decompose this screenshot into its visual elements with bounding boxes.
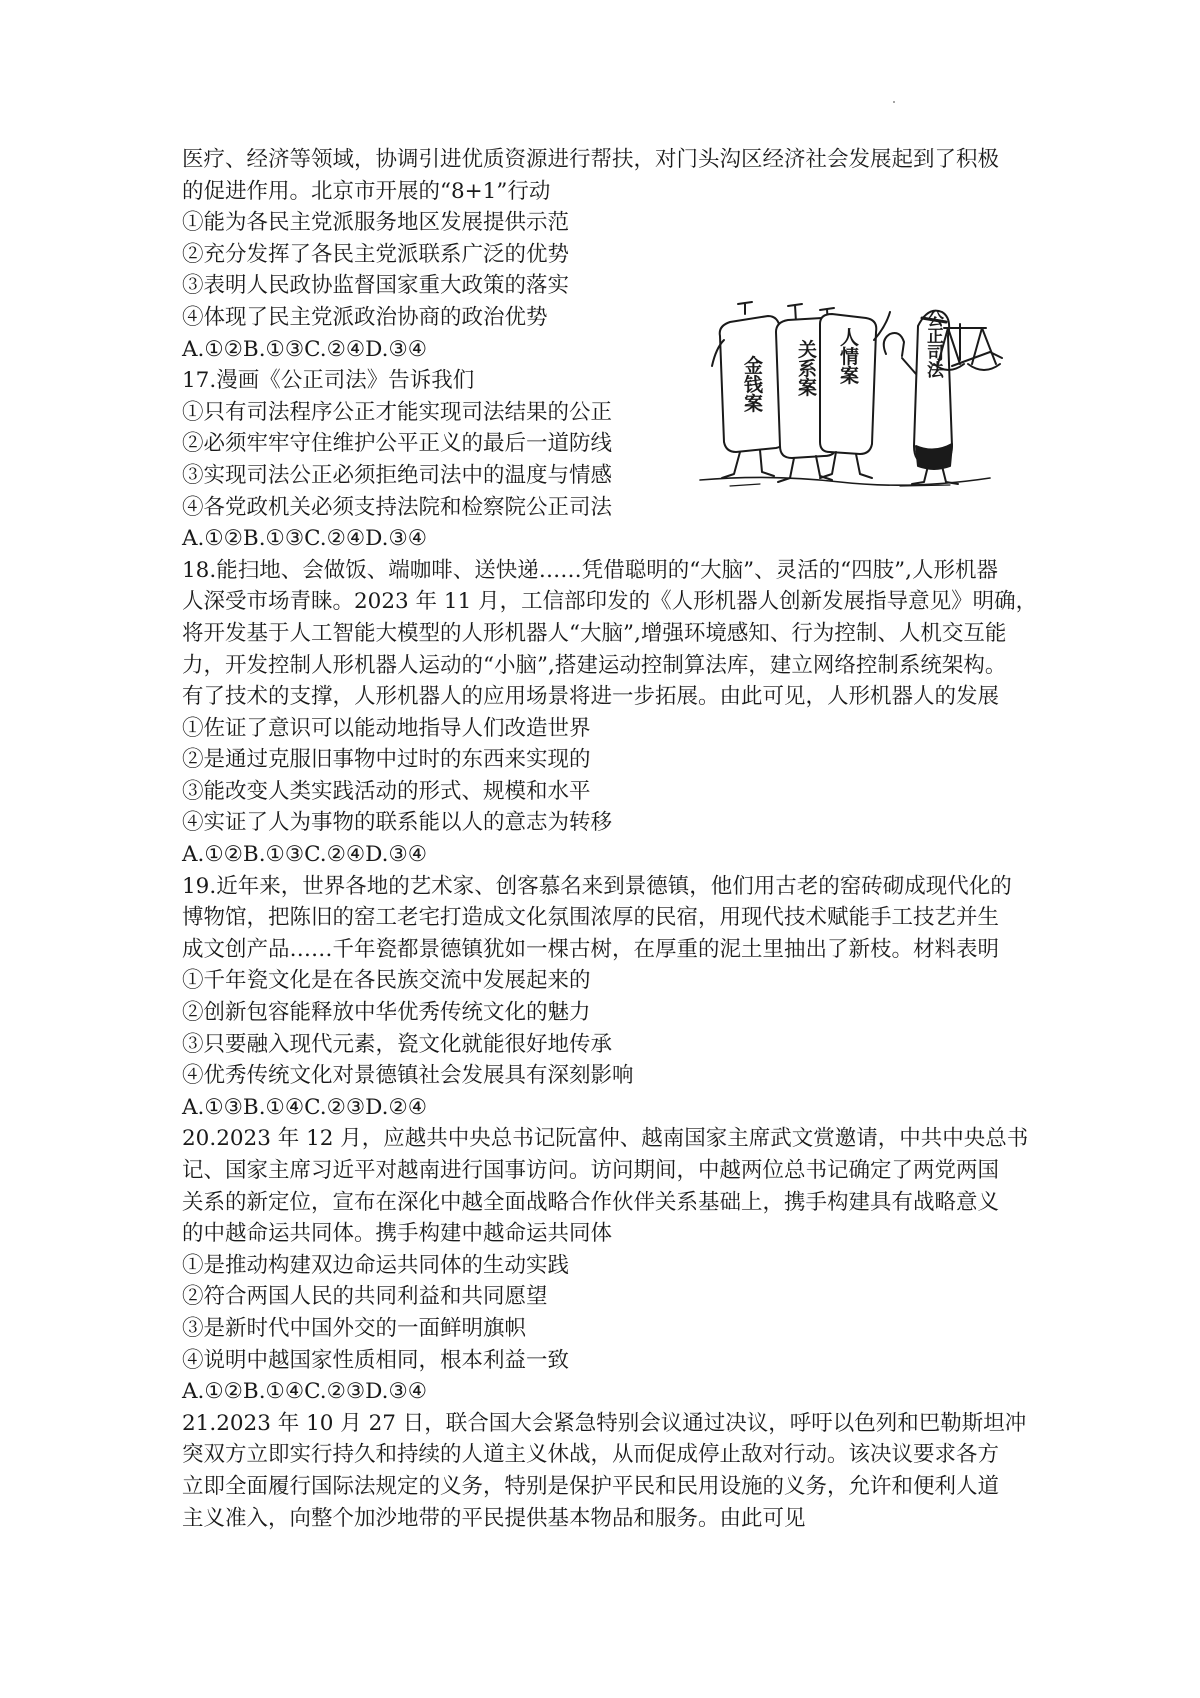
- question-19-option-2: ②创新包容能释放中华优秀传统文化的魅力: [182, 1000, 591, 1026]
- hat-1: [738, 302, 752, 314]
- question-18-choices: A.①②B.①③C.②④D.③④: [182, 842, 428, 868]
- question-18-stem-line-5: 有了技术的支撑，人形机器人的应用场景将进一步拓展。由此可见，人形机器人的发展: [182, 684, 1000, 710]
- question-17-option-3: ③实现司法公正必须拒绝司法中的温度与情感: [182, 462, 613, 488]
- question-20-option-3: ③是新时代中国外交的一面鲜明旗帜: [182, 1315, 527, 1341]
- question-16-option-4: ④体现了民主党派政治协商的政治优势: [182, 304, 548, 330]
- relation-case-label: 关系案: [795, 339, 817, 397]
- justice-label: 公正司法: [923, 310, 943, 378]
- question-17-option-2: ②必须牢牢守住维护公平正义的最后一道防线: [182, 431, 613, 457]
- justice-cartoon-illustration: [690, 296, 1010, 494]
- question-20-stem-line-3: 关系的新定位，宣布在深化中越全面战略合作伙伴关系基础上，携手构建具有战略意义: [182, 1189, 1000, 1215]
- question-19-option-4: ④优秀传统文化对景德镇社会发展具有深刻影响: [182, 1063, 634, 1089]
- question-21-stem-line-3: 立即全面履行国际法规定的义务，特别是保护平民和民用设施的义务，允许和便利人道: [182, 1473, 1000, 1499]
- favor-case-label: 人情案: [837, 327, 859, 385]
- question-18-stem-line-1: 18.能扫地、会做饭、端咖啡、送快递……凭借聪明的“大脑”、灵活的“四肢”,人形机器: [182, 557, 998, 583]
- question-18-stem-line-4: 力，开发控制人形机器人运动的“小脑”,搭建运动控制算法库，建立网络控制系统架构。: [182, 652, 1007, 678]
- question-17-option-4: ④各党政机关必须支持法院和检察院公正司法: [182, 494, 613, 520]
- question-21-stem-line-1: 21.2023 年 10 月 27 日，联合国大会紧急特别会议通过决议，呼吁以色列和巴勒斯坦冲: [182, 1410, 1027, 1436]
- question-19-choices: A.①③B.①④C.②③D.②④: [182, 1094, 428, 1120]
- question-20-choices: A.①②B.①④C.②③D.③④: [182, 1379, 428, 1405]
- scale-right-strings: [972, 328, 996, 364]
- question-16-intro-line-1: 医疗、经济等领域，协调引进优质资源进行帮扶，对门头沟区经济社会发展起到了积极: [182, 147, 1000, 172]
- question-16-option-3: ③表明人民政协监督国家重大政策的落实: [182, 273, 570, 299]
- question-16-choices: A.①②B.①③C.②④D.③④: [182, 336, 428, 362]
- money-case-legs: [722, 450, 774, 478]
- money-case-label: 金钱案: [741, 355, 763, 413]
- question-18-stem-line-3: 将开发基于人工智能大模型的人形机器人“大脑”,增强环境感知、行为控制、人机交互能: [182, 620, 1007, 646]
- question-21-stem-line-2: 突双方立即实行持久和持续的人道主义休战，从而促成停止敌对行动。该决议要求各方: [182, 1442, 1000, 1468]
- question-19: [182, 871, 1028, 1124]
- question-17-stem: 17.漫画《公正司法》告诉我们: [182, 368, 475, 394]
- question-18-stem-line-2: 人深受市场青睐。2023 年 11 月，工信部印发的《人形机器人创新发展指导意见》明确，: [182, 589, 1038, 615]
- question-16-option-1: ①能为各民主党派服务地区发展提供示范: [182, 210, 570, 236]
- question-19-stem-line-1: 19.近年来，世界各地的艺术家、创客慕名来到景德镇，他们用古老的窑砖砌成现代化的: [182, 873, 1012, 899]
- question-19-stem-line-3: 成文创产品……千年瓷都景德镇犹如一棵古树，在厚重的泥土里抽出了新枝。材料表明: [182, 936, 1000, 962]
- question-20: [182, 1123, 1028, 1407]
- question-16-intro-line-2: 的促进作用。北京市开展的“8+1”行动: [182, 178, 551, 204]
- question-18-option-3: ③能改变人类实践活动的形式、规模和水平: [182, 778, 591, 804]
- question-20-stem-line-4: 的中越命运共同体。携手构建中越命运共同体: [182, 1221, 613, 1247]
- question-20-stem-line-1: 20.2023 年 12 月，应越共中央总书记阮富仲、越南国家主席武文赏邀请，中共中央总书: [182, 1126, 1029, 1152]
- scale-right-pan: [968, 364, 1000, 370]
- question-17-choices: A.①②B.①③C.②④D.③④: [182, 526, 428, 552]
- question-19-stem-line-2: 博物馆，把陈旧的窑工老宅打造成文化氛围浓厚的民宿，用现代技术赋能手工技艺并生: [182, 905, 1000, 931]
- question-20-option-4: ④说明中越国家性质相同，根本利益一致: [182, 1347, 570, 1373]
- question-18-option-2: ②是通过克服旧事物中过时的东西来实现的: [182, 747, 591, 773]
- question-19-option-1: ①千年瓷文化是在各民族交流中发展起来的: [182, 968, 591, 994]
- question-19-option-3: ③只要融入现代元素，瓷文化就能很好地传承: [182, 1031, 613, 1057]
- scan-speck: [893, 101, 895, 103]
- question-20-option-1: ①是推动构建双边命运共同体的生动实践: [182, 1252, 570, 1278]
- question-20-stem-line-2: 记、国家主席习近平对越南进行国事访问。访问期间，中越两位总书记确定了两党两国: [182, 1158, 1000, 1183]
- justice-arm: [902, 358, 916, 374]
- question-21: [182, 1408, 1028, 1534]
- question-21-stem-line-4: 主义准入，向整个加沙地带的平民提供基本物品和服务。由此可见: [182, 1505, 806, 1531]
- question-18-option-4: ④实证了人为事物的联系能以人的意志为转移: [182, 810, 613, 836]
- question-20-option-2: ②符合两国人民的共同利益和共同愿望: [182, 1284, 548, 1310]
- question-17-option-1: ①只有司法程序公正才能实现司法结果的公正: [182, 399, 613, 425]
- question-16-option-2: ②充分发挥了各民主党派联系广泛的优势: [182, 241, 570, 267]
- question-18-option-1: ①佐证了意识可以能动地指导人们改造世界: [182, 715, 591, 741]
- stop-hand: [884, 333, 904, 356]
- question-18: [182, 555, 1038, 871]
